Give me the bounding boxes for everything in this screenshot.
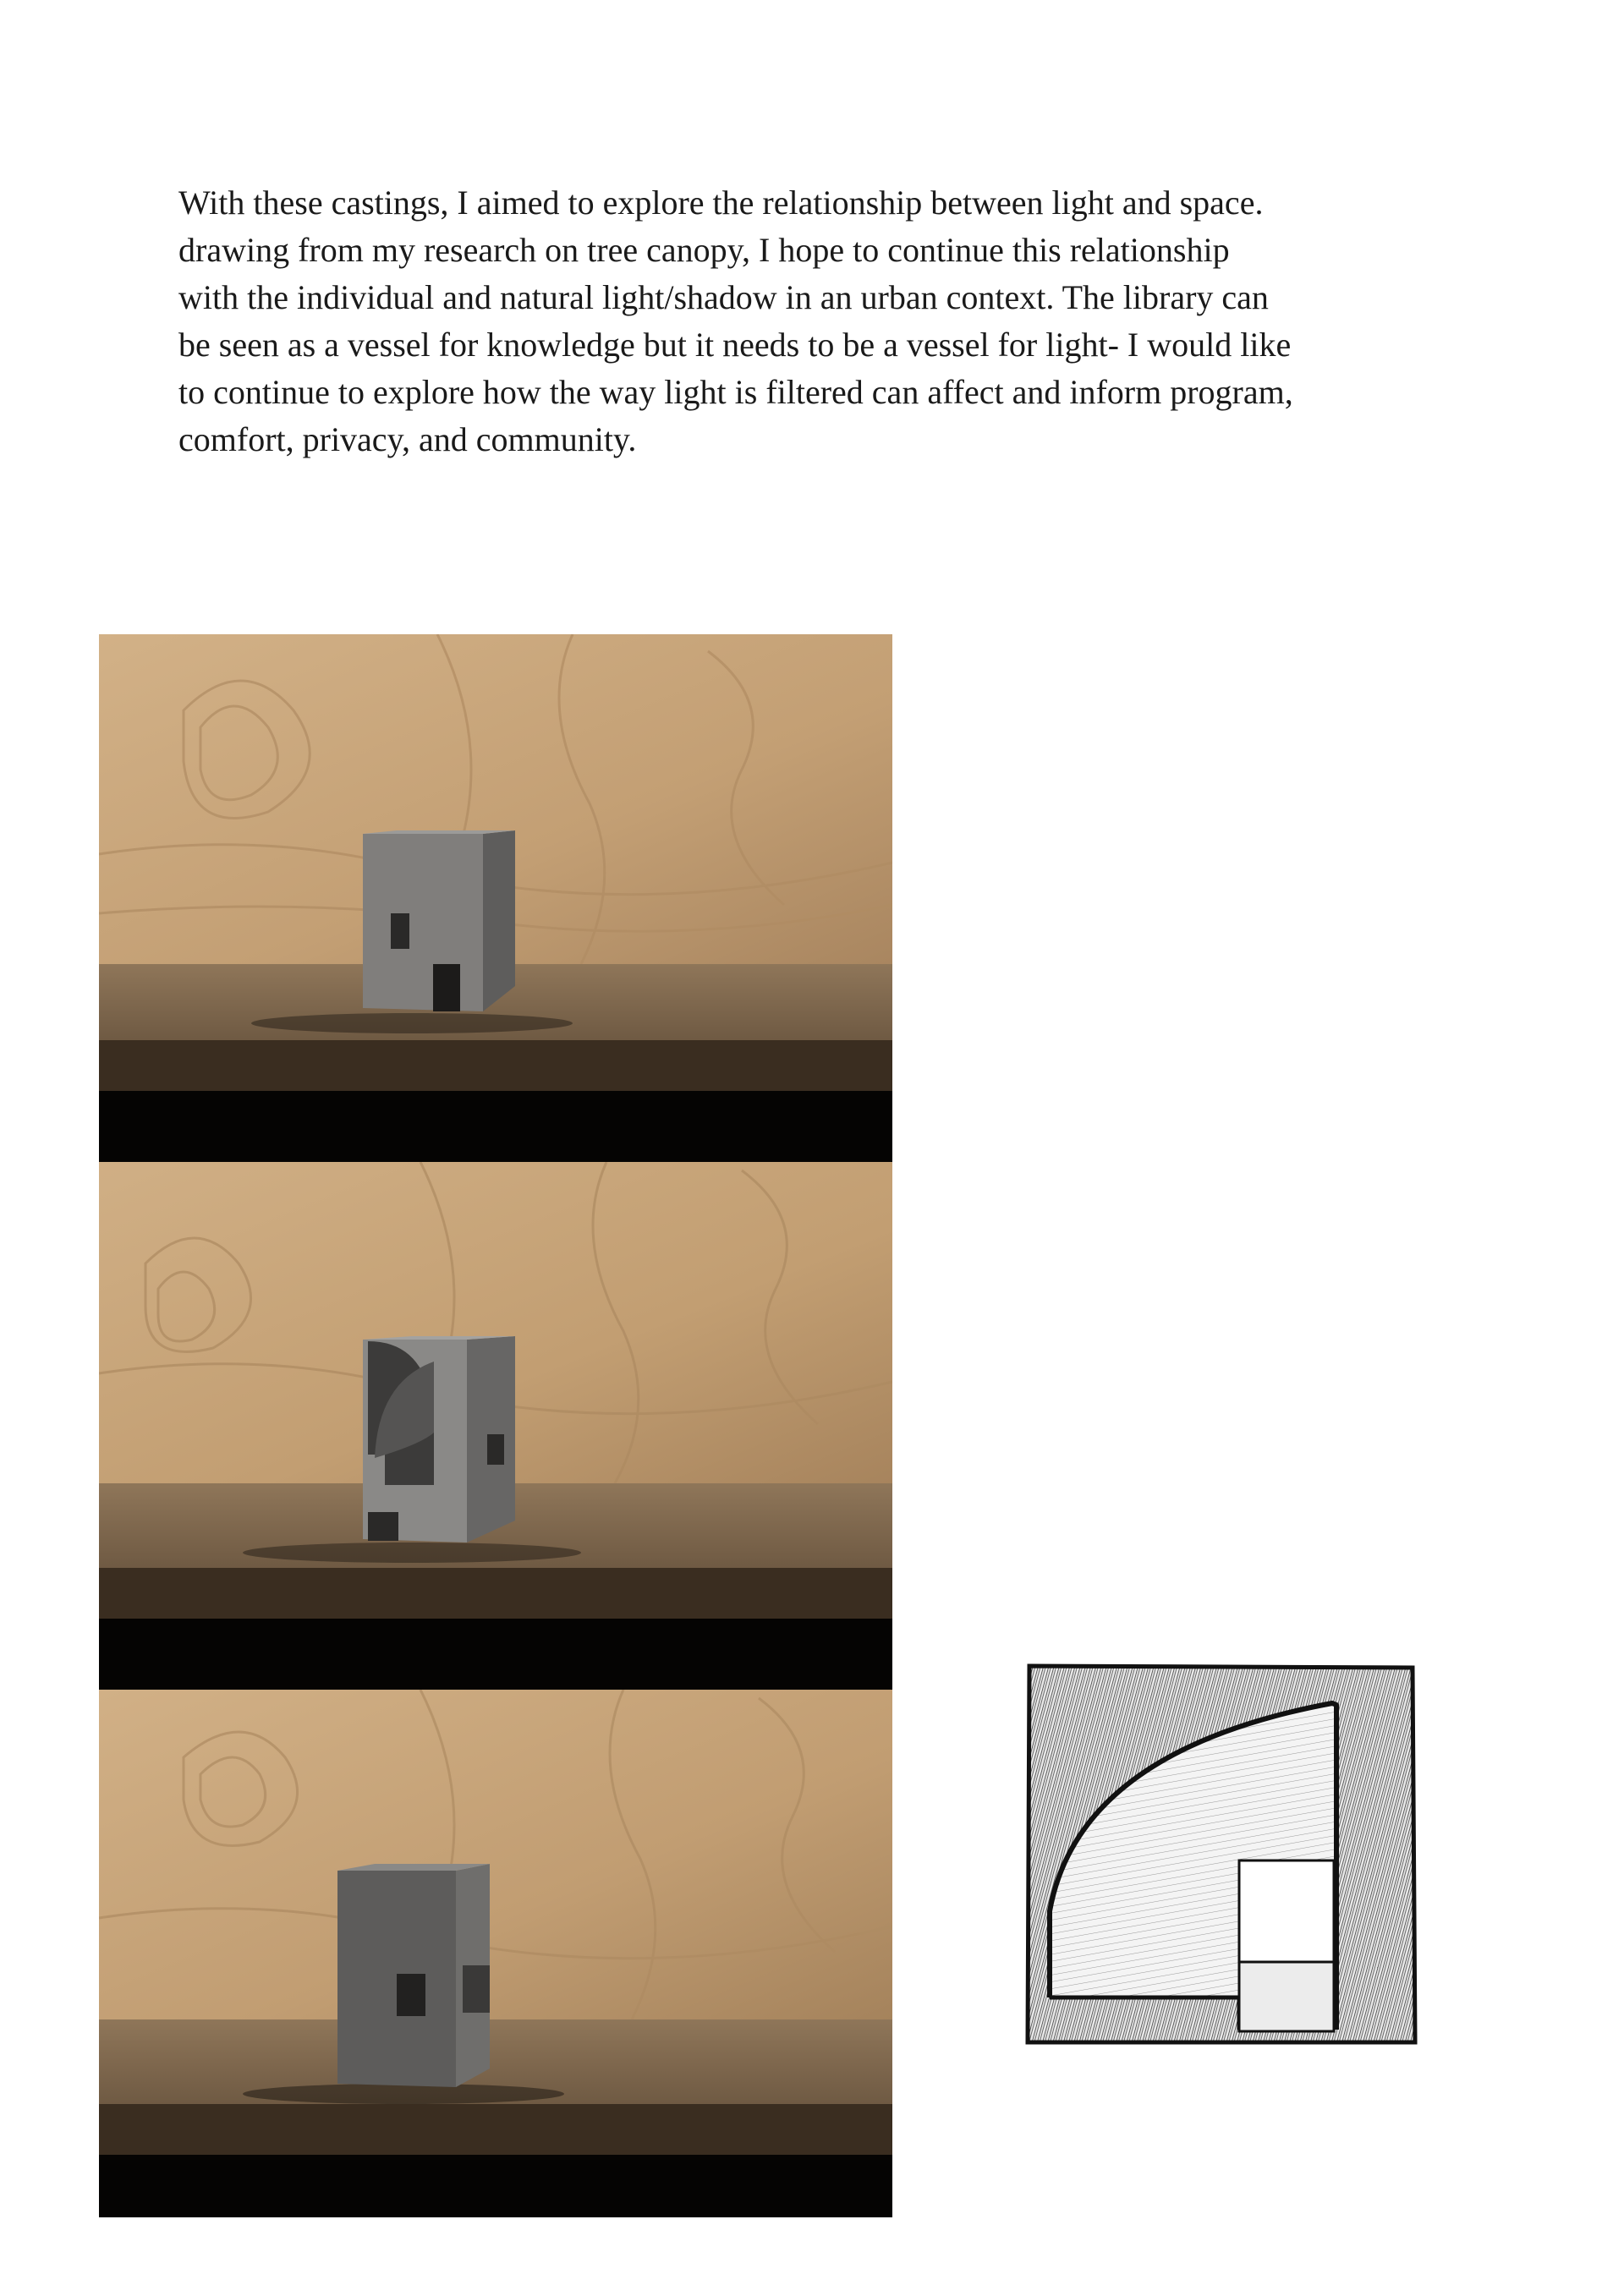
hatched-plan-sketch xyxy=(1019,1658,1425,2055)
casting-photo-2 xyxy=(99,1162,892,1690)
paragraph-line-4: be seen as a vessel for knowledge but it needs to be a vessel for light- I would like xyxy=(178,326,1292,364)
casting-photo-1 xyxy=(99,634,892,1162)
paragraph-line-2: drawing from my research on tree canopy, I hope to continue this relationship xyxy=(178,231,1230,269)
paragraph-line-1: With these castings, I aimed to explore the relationship between light and space. xyxy=(178,184,1264,222)
paragraph-line-5: to continue to explore how the way light is filtered can affect and inform program, xyxy=(178,373,1293,411)
paragraph-line-3: with the individual and natural light/shadow in an urban context. The library can xyxy=(178,278,1269,316)
paragraph-line-6: comfort, privacy, and community. xyxy=(178,420,637,458)
body-paragraph xyxy=(178,179,1447,463)
casting-photo-3 xyxy=(99,1690,892,2217)
